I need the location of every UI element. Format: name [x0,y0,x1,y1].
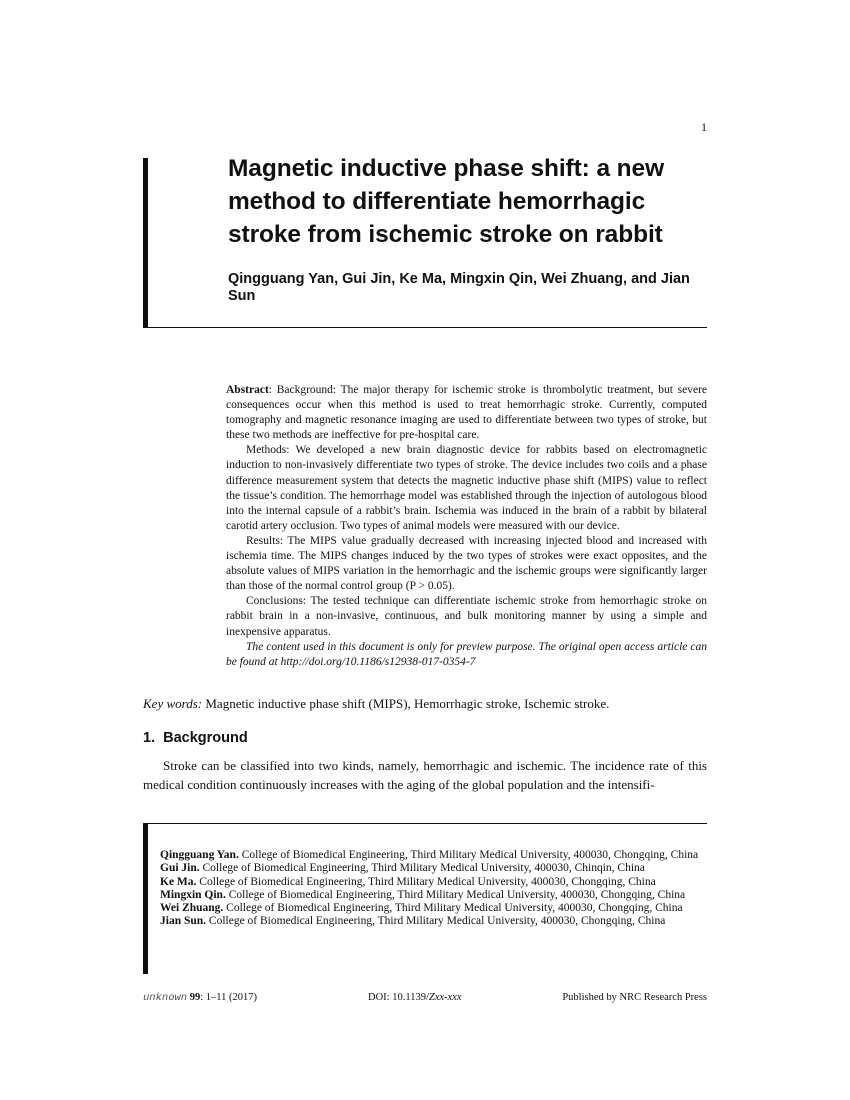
section-number: 1. [143,730,156,746]
paper-title: Magnetic inductive phase shift: a new method to differentiate hemorrhagic stroke from ischemic stroke on rabbit [228,155,665,248]
doi-prefix: DOI: 10.1139/ [368,992,429,1003]
affiliation-text: College of Biomedical Engineering, Third Military Medical University, 400030, Chongqing, China [206,915,666,928]
abstract [226,383,707,670]
affiliation-item [160,849,707,862]
page-number: 1 [701,120,707,134]
journal-pages-year: : 1–11 (2017) [200,992,258,1003]
journal-citation [143,991,257,1005]
affiliation-item [160,876,707,889]
abstract-label: Abstract [226,384,269,396]
affiliation-author: Ke Ma. [160,875,197,888]
affiliation-item [160,915,707,928]
affiliation-author: Gui Jin. [160,862,200,875]
abstract-results: Results: The MIPS value gradually decreased with increasing injected blood and increased with ischemia time. The MIPS changes induced by the two types of strokes were exact opposites, and the absolute values of MIPS variation in the hemorrhagic and the ischemic groups were significantly larger than those of the normal control group (P > 0.05). [226,534,707,593]
affiliation-list [160,849,707,929]
affiliation-text: College of Biomedical Engineering, Third Military Medical University, 400030, Chongqing, China [238,849,699,861]
affiliation-author: Mingxin Qin. [160,888,226,901]
abstract-background [226,383,707,443]
affiliation-text: College of Biomedical Engineering, Third Military Medical University, 400030, Chongqing, China [225,888,686,901]
affiliation-item [160,862,707,875]
publisher: Published by NRC Research Press [562,992,707,1003]
title-block [143,155,707,328]
keywords-label: Key words: [143,696,203,711]
affiliations-block [143,823,707,974]
journal-name: unknown [143,992,188,1004]
affiliation-item [160,889,707,902]
abstract-methods: Methods: We developed a new brain diagnostic device for rabbits based on electromagnetic induction to non-invasively differentiate two types of stroke. The device includes two coils and a phase difference measurement system that detects the magnetic inductive phase shift (MIPS) value to reflect the tissue’s condition. The hemorrhage model was established through the injection of autologous blood into the internal capsule of a rabbit’s brain. Ischemia was induced in the brain of a rabbit by bilateral carotid artery occlusion. Two types of animal models were measured with our device. [226,444,707,532]
affiliation-text: College of Biomedical Engineering, Third Military Medical University, 400030, Chongqing, China [196,875,656,888]
affiliation-author: Jian Sun. [160,915,207,928]
keywords-text: Magnetic inductive phase shift (MIPS), Hemorrhagic stroke, Ischemic stroke. [202,696,610,711]
section-body: Stroke can be classified into two kinds, namely, hemorrhagic and ischemic. The incidence rate of this medical condition continuously increases with the aging of the global population and the intensifi- [143,758,707,792]
affiliation-text: College of Biomedical Engineering, Third Military Medical University, 400030, Chongqing, China [223,902,683,915]
affiliation-author: Wei Zhuang. [160,902,224,915]
section-title: Background [163,730,248,746]
doi [368,991,462,1005]
affiliation-author: Qingguang Yan. [160,849,239,861]
journal-volume: 99 [189,992,201,1003]
preview-note: The content used in this document is only for preview purpose. The original open access article can be found at http://doi.org/10.1186/s12938-017-0354-7 [226,640,707,668]
affiliation-text: College of Biomedical Engineering, Third Military Medical University, 400030, Chinqin, China [199,862,645,875]
abstract-background-text: : Background: The major therapy for ischemic stroke is thrombolytic treatment, but severe consequences occur when this method is used to treat hemorrhagic stroke. Currently, computed tomography and magnetic resonance imaging are used to differentiate between two types of stroke, but these two methods are ineffective for pre-hospital care. [226,384,707,442]
affiliation-item [160,902,707,915]
doi-suffix: Zxx-xxx [428,992,462,1003]
page-footer [143,991,707,1005]
section-heading [143,728,248,748]
author-list: Qingguang Yan, Gui Jin, Ke Ma, Mingxin Qin, Wei Zhuang, and Jian Sun [228,271,690,304]
keywords [143,695,707,712]
abstract-conclusions: Conclusions: The tested technique can differentiate ischemic stroke from hemorrhagic stroke on rabbit brain in a non-invasive, continuous, and bulk monitoring manner by using a simple and inexpensive apparatus. [226,595,707,638]
